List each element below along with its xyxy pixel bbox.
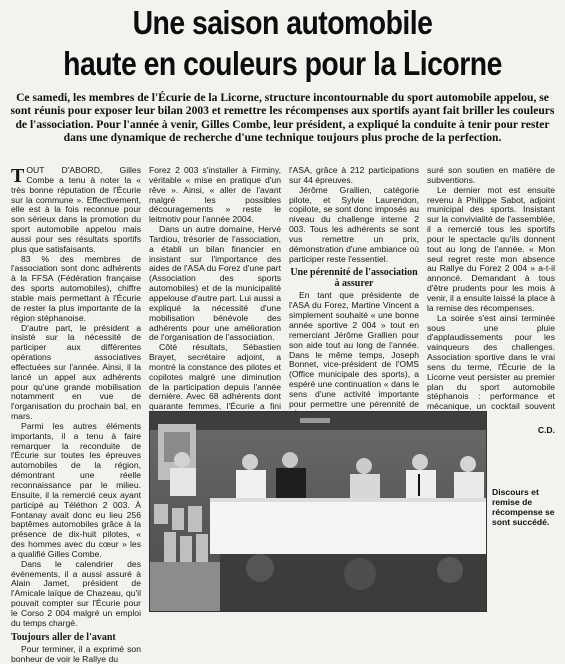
subheading: Une pérennité de l'association à assurer <box>290 267 418 290</box>
article-column-1 <box>11 166 141 664</box>
paragraph-text: OUT D'ABORD, Gilles Combe a tenu à noter la « très bonne réputation de l'Écurie sur la commune ». Effectivement, elle est à la fois reconnue pour son sérieux dans la promotion du sport automobile appelou mais aussi pour ses résultats sportifs plus que satisfaisants. <box>11 165 141 254</box>
article-lead: Ce samedi, les membres de l'Écurie de la Licorne, structure incontournable du sport automobile appelou, se sont réunis pour exposer leur bilan 2003 et remettre les récompenses aux sportifs ayant fait briller les couleurs de l'association. Pour l'année à venir, Gilles Combe, leur président, a expliqué la conduite à tenir pour rester dans une dynamique de recherche d'une technique toujours plus proche de la perfection. <box>10 91 555 145</box>
article-column-2 <box>149 166 281 422</box>
paragraph: 83 % des membres de l'association sont donc adhérents à la FFSA (Fédération française des sports automobiles), chiffre stable mais permettant à l'Écurie de rester la plus importante de la région stéphanoise. <box>11 253 141 323</box>
paragraph: Côté résultats, Sébastien Brayet, secrétaire adjoint, a montré la constance des pilotes et copilotes malgré une diminution de la participation depuis l'année dernière. Avec 68 adhérents dont quarante femmes, l'Écurie a fini <box>149 342 281 412</box>
paragraph: En tant que présidente de l'ASA du Forez, Martine Vincent a simplement souhaité « une bonne année sportive 2 004 » tout en remerciant Jérôme Grallien pour son aide tout au long de l'année. Dans le même temps, Joseph Bonnet, vice-président de l'OMS (Office municipale des sports), a espéré une continuation « dans le sens d'une activité importante pour permettre une pérennité de <box>289 290 419 409</box>
article-column-3 <box>289 166 419 419</box>
article-headline <box>40 2 526 84</box>
headline-line-1: Une saison automobile <box>132 4 433 41</box>
subheading: Toujours aller de l'avant <box>11 631 116 643</box>
paragraph: suré son soutien en matière de subventions. <box>427 165 555 185</box>
photo-illustration <box>150 412 486 611</box>
paragraph: l'ASA, grâce à 212 participations sur 44 épreuves. <box>289 165 419 185</box>
paragraph: D'autre part, le président a insisté sur la nécessité de participer aux différentes opérations associatives effectuées sur l'année. Ainsi, il la lancé un appel aux adhérents pour qu'une grande mobilisation notamment en vue de l'organisation du prochain bal, en mars. <box>11 322 141 422</box>
paragraph: Pour terminer, il a exprimé son bonheur de voir le Rallye du <box>11 643 141 664</box>
paragraph <box>11 166 141 255</box>
paragraph: Parmi les autres éléments importants, il a tenu à faire remarquer la reconduite de l'Écurie sur toutes les épreuves automobiles de la région, démontrant une réelle reconnaissance par le milieu. Ensuite, il la remercié ceux ayant participé au Téléthon 2 003. À Fontanay avait donc eu lieu 256 baptêmes automobiles grâce à la présence de dix-huit pilotes, « des hommes avec du cœur » les a qualifié Gilles Combe. <box>11 420 141 559</box>
event-photo <box>149 411 487 612</box>
author-signature: C.D. <box>537 424 555 435</box>
paragraph: Jérôme Grallien, catégorie pilote, et Sylvie Laurendon, copilote, se sont donc imposés au niveau du challenge interne 2 003. Tous les adhérents se sont vus remettre un prix, démonstration d'une ambiance où participer reste l'essentiel. <box>289 184 419 264</box>
photo-caption: Discours et remise de récompense se sont succédé. <box>492 487 555 527</box>
paragraph: Dans un autre domaine, Hervé Tardiou, trésorier de l'association, a établi un bilan financier en insistant sur l'importance des aides de l'ASA du Forez d'une part (Association des sports automobiles) et de la municipalité appelouse d'autre part. Lui aussi a expliqué la nécessité d'une mobilisation bénévole des adhérents pour une amélioration de l'organisation de l'association. <box>149 224 281 343</box>
paragraph: Le dernier mot est ensuite revenu à Philippe Sabot, adjoint municipal des sports. Insistant sur la convivialité de l'assemblée, il a remercié tous les sportifs pour le spectacle qu'ils donnent tout au long de l'année. « Mon seul regret reste mon absence au Rallye du Forez 2 004 » a-t-il annoncé. Demandant à tous d'être prudents pour les mois à venir, il a ensuite laissé la place à la remise des récompenses. <box>427 184 555 313</box>
paragraph: Dans le calendrier des événements, il a aussi assuré à Alain Jamet, président de l'Amicale laïque de Chazeau, qu'il pouvait compter sur l'Écurie pour le Corso 2 004 malgré un emploi du temps chargé. <box>11 558 141 628</box>
paragraph: La soirée s'est ainsi terminée sous une pluie d'applaudissements pour les vainqueurs des challenges. Association sportive dans le vrai sens du terme, l'Écurie de la Licorne veut persister au premier plan du sport automobile stéphanois : performance et mécanique, un cocktail souvent <box>427 312 555 412</box>
headline-line-2: haute en couleurs pour la Licorne <box>63 45 502 82</box>
drop-cap: T <box>11 165 25 187</box>
paragraph: Forez 2 003 s'installer à Firminy, véritable « mise en pratique d'un rêve ». Ainsi, « aller de l'avant malgré les possibles découragements » reste le leitmotiv pour l'année 2004. <box>149 165 281 225</box>
article-column-4 <box>427 166 555 436</box>
